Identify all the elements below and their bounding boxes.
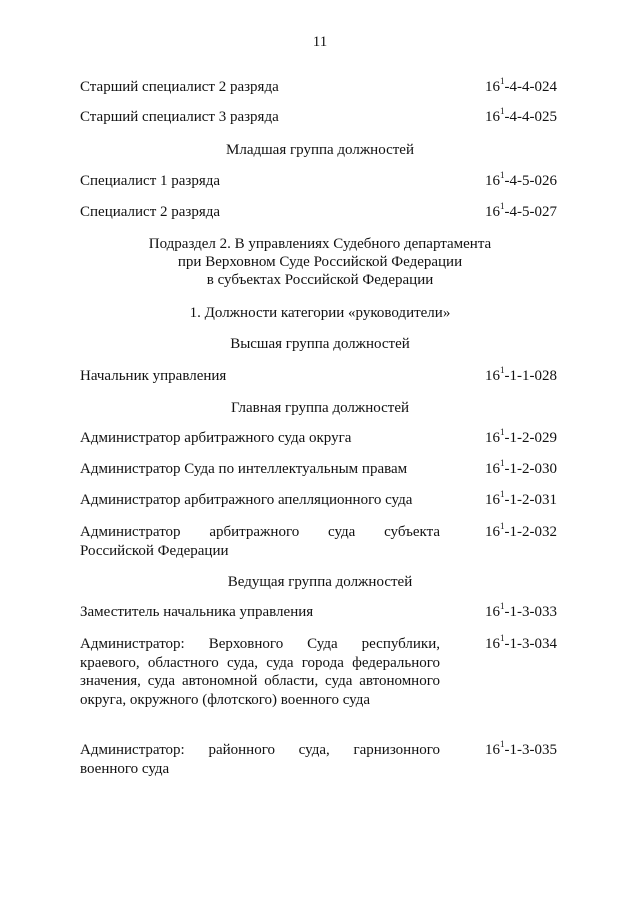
position-name: Администратор арбитражного апелляционного суда	[80, 492, 413, 508]
position-code: $16^1-4-4-024$	[485, 76, 557, 95]
subsection-heading-line1: Подраздел 2. В управлениях Судебного департамента	[148, 236, 492, 252]
position-code: $16^1-4-4-025$	[485, 106, 557, 125]
position-code: $16^1-1-2-029$	[485, 427, 557, 446]
position-name: Старший специалист 2 разряда	[80, 79, 279, 95]
position-code: $16^1-4-5-027$	[485, 201, 557, 220]
category-heading: 1. Должности категории «руководители»	[189, 305, 451, 321]
position-name: Администратор Суда по интеллектуальным правам	[80, 461, 408, 477]
group-heading-main: Главная группа должностей	[230, 400, 410, 416]
position-code: $16^1-1-3-034$	[485, 633, 557, 652]
position-name: Администратор: Верховного Суда республики, краевого, областного суда, суда города федерального значения, суда автономной области, суда автономного округа, окружного (флотского) военного суда	[80, 636, 440, 708]
group-heading-highest: Высшая группа должностей	[230, 336, 410, 352]
position-name: Администратор арбитражного суда субъекта Российской Федерации	[80, 524, 440, 559]
subsection-heading-line3: в субъектах Российской Федерации	[206, 272, 434, 288]
position-name: Старший специалист 3 разряда	[80, 109, 279, 125]
position-name: Специалист 1 разряда	[80, 173, 221, 189]
subsection-heading-line2: при Верховном Суде Российской Федерации	[177, 254, 463, 270]
position-code: $16^1-1-2-031$	[485, 489, 557, 508]
position-name: Заместитель начальника управления	[80, 604, 314, 620]
position-code: $16^1-1-2-030$	[485, 458, 557, 477]
page-number: 11	[312, 34, 328, 50]
position-name: Администратор: районного суда, гарнизонного военного суда	[80, 742, 440, 777]
group-heading-junior: Младшая группа должностей	[226, 142, 414, 158]
position-code: $16^1-4-5-026$	[485, 170, 557, 189]
position-code: $16^1-1-3-035$	[485, 739, 557, 758]
position-code: $16^1-1-1-028$	[485, 365, 557, 384]
position-code: $16^1-1-3-033$	[485, 601, 557, 620]
position-name: Начальник управления	[80, 368, 227, 384]
position-code: $16^1-1-2-032$	[485, 521, 557, 540]
group-heading-leading: Ведущая группа должностей	[227, 574, 413, 590]
position-name: Специалист 2 разряда	[80, 204, 221, 220]
position-name: Администратор арбитражного суда округа	[80, 430, 352, 446]
